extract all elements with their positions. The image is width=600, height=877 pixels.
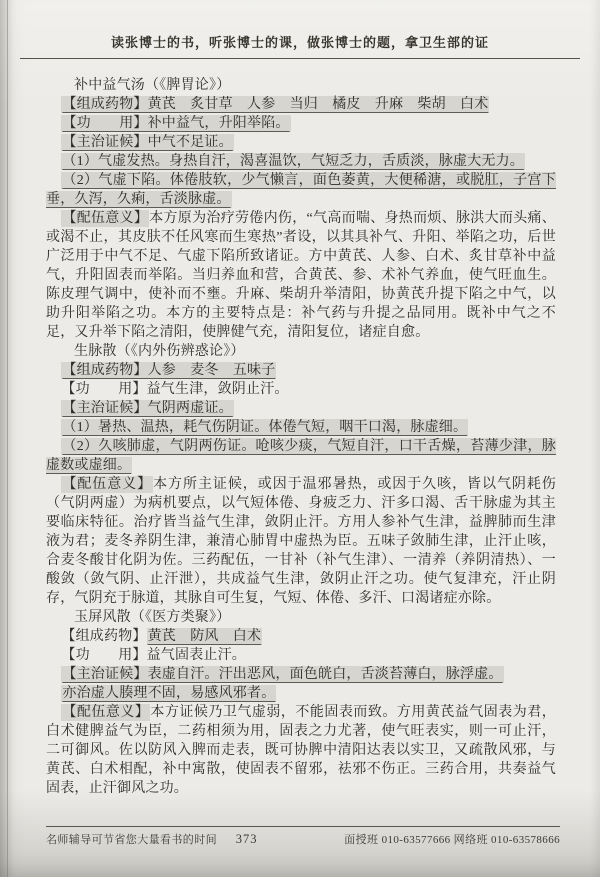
body-text: 本方所主证候，或因于温邪暑热，或因于久咳，皆以气阴耗伤（气阴两虚）为病机要点，以气短体倦、身疲乏力、汗多口渴、舌干脉虚为其主要临床特征。治疗皆当益气生津，敛阴止汗。方用人参补气生津，益脾肺而生津液为君；麦冬养阴生津，兼清心肺胃中虚热为臣。五味子敛肺生津，止汗止咳，合麦冬酸甘化阴为佐。三药配伍，一甘补（补气生津）、一清养（养阴清热）、一酸敛（敛气阴、止汗泄），共成益气生津，敛阴止汗之功。使气复津充，汗止阴存，气阴充于脉道，其脉自可生复，气短、体倦、多汗、口渴诸症亦除。 <box>46 477 556 606</box>
paragraph <box>46 418 556 437</box>
highlighted-text: 【配伍意义】 <box>62 705 150 720</box>
formula-title: 玉屏风散（《医方类聚》） <box>74 610 231 625</box>
paragraph <box>46 133 556 152</box>
body-text: 本方证候乃卫气虚弱，不能固表而致。方用黄芪益气固表为君，白术健脾益气为臣，二药相须为用，固表之力尤著，使气旺表实，则一可止汗，二可御风。佐以防风入脾而走表，既可协脾中清阳达表以实卫，又疏散风邪，与黄芪、白术相配，补中寓散，使固表不留邪，祛邪不伤正。三药合用，共奏益气固表，止汗御风之功。 <box>46 705 556 796</box>
highlighted-text: 【组成药物】人参 麦冬 五味子 <box>62 363 276 378</box>
paragraph <box>46 171 556 209</box>
formula-title: 生脉散（《内外伤辨惑论》） <box>74 344 245 359</box>
paragraph <box>46 361 556 380</box>
paragraph <box>46 665 556 684</box>
paragraph <box>46 703 556 798</box>
highlighted-text: （1）暑热、温热，耗气伤阴证。体倦气短，咽干口渴，脉虚细。 <box>62 420 468 435</box>
paragraph <box>46 475 556 608</box>
footer-row <box>46 827 560 847</box>
page-number: 373 <box>235 832 258 846</box>
header-rule <box>20 58 580 59</box>
document-body <box>46 76 556 798</box>
header-slogan: 读张博士的书，听张博士的课，做张博士的题，拿卫生部的证 <box>110 35 489 50</box>
footer-left-text: 名师辅导可节省您大量看书的时间 <box>46 834 217 846</box>
highlighted-text: （1）气虚发热。身热自汗，渴喜温饮，气短乏力，舌质淡，脉虚大无力。 <box>62 154 524 169</box>
highlighted-text: 【配伍意义】 <box>62 211 149 226</box>
highlighted-text: 【组成药物】黄芪 炙甘草 人参 当归 橘皮 升麻 柴胡 白术 <box>62 97 489 112</box>
page-header <box>0 0 600 59</box>
body-text: 【功 用】益气固表止汗。 <box>61 648 246 663</box>
body-text: 【功 用】益气生津，敛阴止汗。 <box>61 382 289 397</box>
page-footer <box>46 826 560 847</box>
highlighted-text: 亦治虚人腠理不固，易感风邪者。 <box>62 686 276 701</box>
highlighted-text: 【主治证候】气阴两虚证。 <box>62 401 233 416</box>
highlighted-text: （2）久咳肺虚，气阴两伤证。呛咳少痰，气短自汗，口干舌燥，苔薄少津，脉虚数或虚细。 <box>46 439 556 473</box>
highlighted-text: 【主治证候】表虚自汗。汗出恶风，面色㿠白，舌淡苔薄白，脉浮虚。 <box>62 667 503 682</box>
paragraph <box>46 95 556 114</box>
body-text: 本方原为治疗劳倦内伤，“气高而喘、身热而烦、脉洪大而头痛、或渴不止，其皮肤不任风寒而生寒热”者设，以其具补气、升阳、举陷之功，后世广泛用于中气不足、气虚下陷所致诸证。方中黄芪、人参、白术、炙甘草补中益气，升阳固表而举陷。当归养血和营，合黄芪、参、术补气养血，使气旺血生。陈皮理气调中，使补而不壅。升麻、柴胡升举清阳，协黄芪升提下陷之中气，以助升阳举陷之功。本方的主要特点是：补气药与升提之品同用。既补中气之不足，又升举下陷之清阳，使脾健气充，清阳复位，诸症自愈。 <box>46 211 557 340</box>
highlighted-text: （2）气虚下陷。体倦肢软，少气懒言，面色萎黄，大便稀溏，或脱肛，子宫下垂，久泻，久痢，舌淡脉虚。 <box>46 173 556 207</box>
formula-title: 补中益气汤（《脾胃论》） <box>74 78 231 93</box>
paragraph <box>46 209 556 342</box>
scan-edge-line <box>7 0 8 877</box>
paragraph <box>46 114 556 133</box>
body-text: 【组成药物】 <box>61 629 147 644</box>
highlighted-text: 黄芪 防风 白术 <box>147 629 262 644</box>
paragraph <box>46 627 556 646</box>
paragraph <box>46 437 556 475</box>
highlighted-text: 【配伍意义】 <box>62 477 153 492</box>
paragraph <box>46 380 556 399</box>
highlighted-text: 【功 用】补中益气，升阳举陷。 <box>62 116 290 131</box>
paragraph <box>46 646 556 665</box>
highlighted-text: 【主治证候】中气不足证。 <box>62 135 233 150</box>
paragraph <box>46 684 556 703</box>
paragraph <box>46 152 556 171</box>
footer-contact-text: 面授班 010-63577666 网络班 010-63578666 <box>344 834 560 846</box>
paragraph <box>46 399 556 418</box>
